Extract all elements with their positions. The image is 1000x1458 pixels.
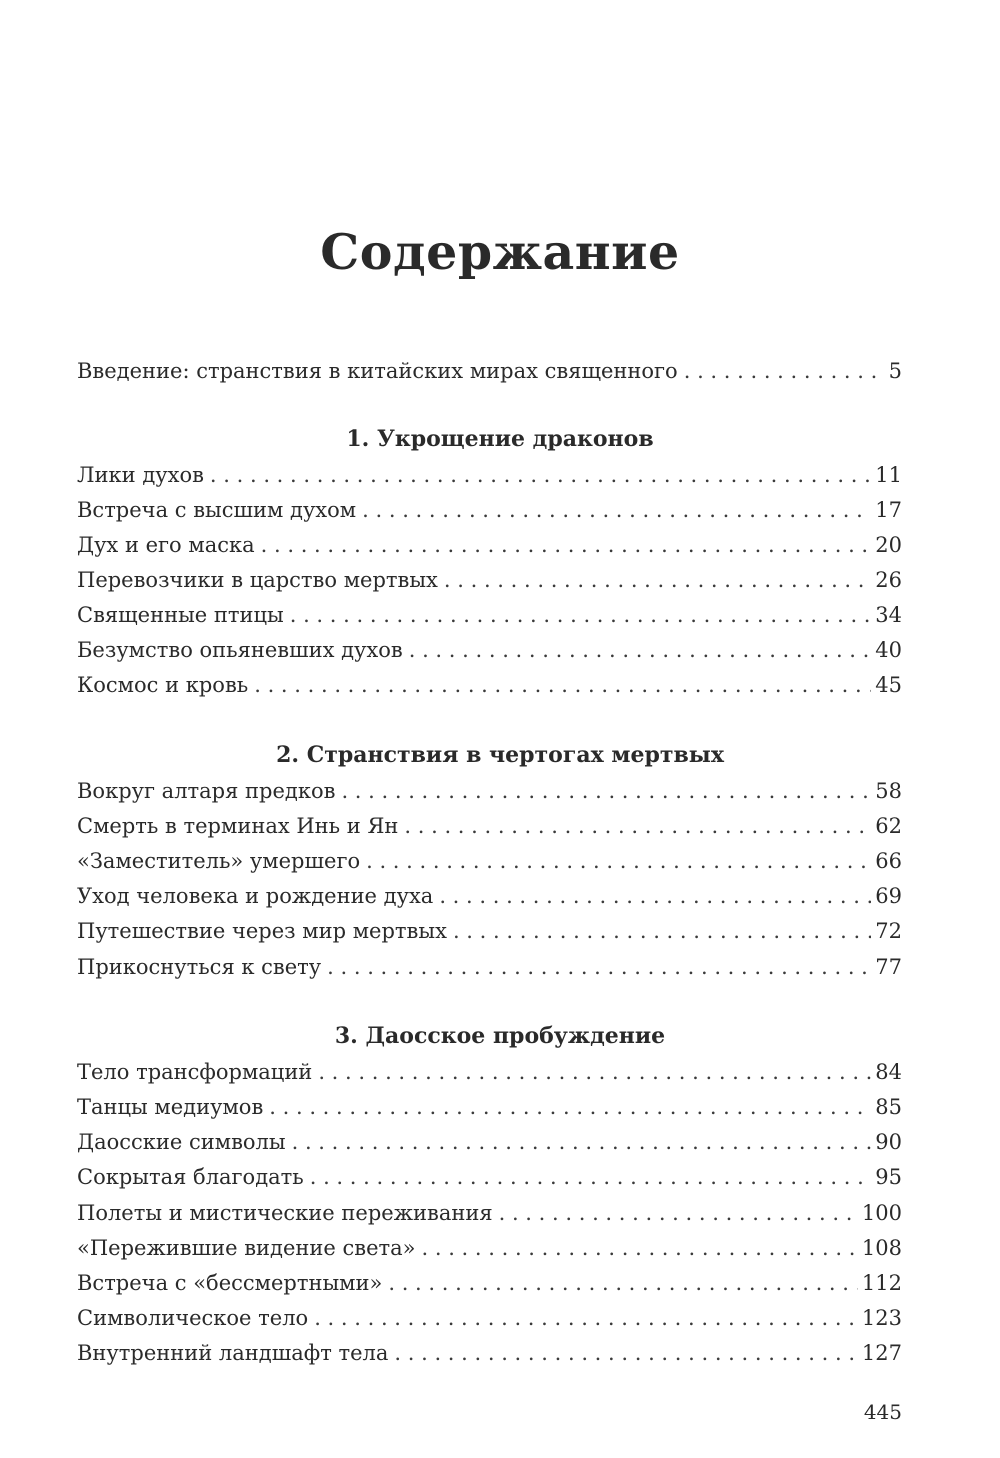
toc-entry[interactable]	[77, 916, 902, 946]
dot-leader	[388, 1268, 858, 1298]
dot-leader	[269, 1092, 871, 1122]
toc-entry-page: 112	[861, 1271, 902, 1295]
toc-entry-page: 127	[861, 1341, 902, 1365]
toc-entry[interactable]	[77, 635, 902, 665]
section-heading-2: 2. Странствия в чертогах мертвых	[276, 742, 724, 768]
toc-entry-title: Встреча с «бессмертными»	[77, 1271, 383, 1295]
toc-entry-title: Введение: странствия в китайских мирах священного	[77, 359, 678, 383]
toc-entry-title: Уход человека и рождение духа	[77, 884, 434, 908]
toc-entry-title: Вокруг алтаря предков	[77, 779, 336, 803]
dot-leader	[341, 776, 871, 806]
dot-leader	[261, 530, 872, 560]
toc-entry-page: 85	[875, 1095, 902, 1119]
dot-leader	[292, 1127, 872, 1157]
toc-entry-page: 72	[875, 919, 902, 943]
toc-entry-page: 69	[875, 884, 902, 908]
toc-entry[interactable]	[77, 846, 902, 876]
toc-entry-title: Символическое тело	[77, 1306, 309, 1330]
toc-entry[interactable]	[77, 1233, 902, 1263]
toc-entry[interactable]	[77, 495, 902, 525]
dot-leader	[290, 600, 872, 630]
toc-entry[interactable]	[77, 530, 902, 560]
dot-leader	[366, 846, 871, 876]
dot-leader	[422, 1233, 858, 1263]
toc-entry-page: 34	[875, 603, 902, 627]
toc-entry-page: 20	[875, 533, 902, 557]
toc-entry-title: Священные птицы	[77, 603, 284, 627]
toc-entry[interactable]	[77, 1127, 902, 1157]
toc-entry[interactable]	[77, 565, 902, 595]
toc-entry[interactable]	[77, 1338, 902, 1368]
dot-leader	[394, 1338, 858, 1368]
toc-entry-title: Перевозчики в царство мертвых	[77, 568, 438, 592]
toc-entry-page: 40	[875, 638, 902, 662]
toc-entry-page: 26	[875, 568, 902, 592]
toc-entry-title: Внутренний ландшафт тела	[77, 1341, 389, 1365]
dot-leader	[210, 460, 871, 490]
toc-entry-page: 45	[875, 673, 902, 697]
toc-entry[interactable]	[77, 460, 902, 490]
page-title: Содержание	[320, 223, 680, 281]
toc-entry-title: Сокрытая благодать	[77, 1165, 304, 1189]
toc-entry-title: Полеты и мистические переживания	[77, 1201, 493, 1225]
toc-entry-title: Космос и кровь	[77, 673, 249, 697]
toc-entry[interactable]	[77, 1303, 902, 1333]
toc-entry[interactable]	[77, 600, 902, 630]
toc-entry-title: Лики духов	[77, 463, 204, 487]
toc-entry-title: Тело трансформаций	[77, 1060, 313, 1084]
toc-entry-title: Даосские символы	[77, 1130, 286, 1154]
toc-entry-title: Встреча с высшим духом	[77, 498, 357, 522]
dot-leader	[444, 565, 871, 595]
toc-entry[interactable]	[77, 1268, 902, 1298]
toc-entry[interactable]	[77, 811, 902, 841]
toc-entry[interactable]	[77, 1198, 902, 1228]
section-heading-1: 1. Укрощение драконов	[346, 426, 654, 452]
toc-entry-page: 62	[875, 814, 902, 838]
dot-leader	[318, 1057, 871, 1087]
dot-leader	[327, 952, 871, 982]
dot-leader	[362, 495, 871, 525]
dot-leader	[453, 916, 871, 946]
toc-entry-page: 90	[875, 1130, 902, 1154]
toc-entry-title: Безумство опьяневших духов	[77, 638, 403, 662]
dot-leader	[254, 670, 871, 700]
toc-entry-title: «Пережившие видение света»	[77, 1236, 416, 1260]
toc-entry[interactable]	[77, 1092, 902, 1122]
toc-entry-title: Путешествие через мир мертвых	[77, 919, 447, 943]
toc-entry-page: 95	[875, 1165, 902, 1189]
page-number: 445	[863, 1400, 902, 1424]
section-heading-3: 3. Даосское пробуждение	[334, 1023, 666, 1049]
toc-entry-intro[interactable]	[77, 356, 902, 386]
dot-leader	[314, 1303, 858, 1333]
toc-entry-title: Дух и его маска	[77, 533, 255, 557]
toc-entry[interactable]	[77, 1162, 902, 1192]
toc-entry-page: 108	[861, 1236, 902, 1260]
toc-entry-page: 100	[861, 1201, 902, 1225]
toc-entry[interactable]	[77, 881, 902, 911]
toc-entry-title: Смерть в терминах Инь и Ян	[77, 814, 399, 838]
dot-leader	[439, 881, 871, 911]
dot-leader	[310, 1162, 872, 1192]
toc-entry-page: 5	[888, 359, 902, 383]
toc-entry-title: Танцы медиумов	[77, 1095, 264, 1119]
toc-entry-page: 11	[875, 463, 902, 487]
toc-entry-page: 123	[861, 1306, 902, 1330]
toc-entry-page: 66	[875, 849, 902, 873]
toc-entry-page: 84	[875, 1060, 902, 1084]
dot-leader	[499, 1198, 858, 1228]
dot-leader	[409, 635, 872, 665]
dot-leader	[404, 811, 871, 841]
toc-entry-title: Прикоснуться к свету	[77, 955, 322, 979]
toc-entry[interactable]	[77, 1057, 902, 1087]
toc-entry[interactable]	[77, 952, 902, 982]
toc-entry[interactable]	[77, 776, 902, 806]
toc-entry[interactable]	[77, 670, 902, 700]
toc-entry-page: 17	[875, 498, 902, 522]
toc-entry-page: 58	[875, 779, 902, 803]
dot-leader	[684, 356, 885, 386]
toc-entry-title: «Заместитель» умершего	[77, 849, 361, 873]
toc-entry-page: 77	[875, 955, 902, 979]
